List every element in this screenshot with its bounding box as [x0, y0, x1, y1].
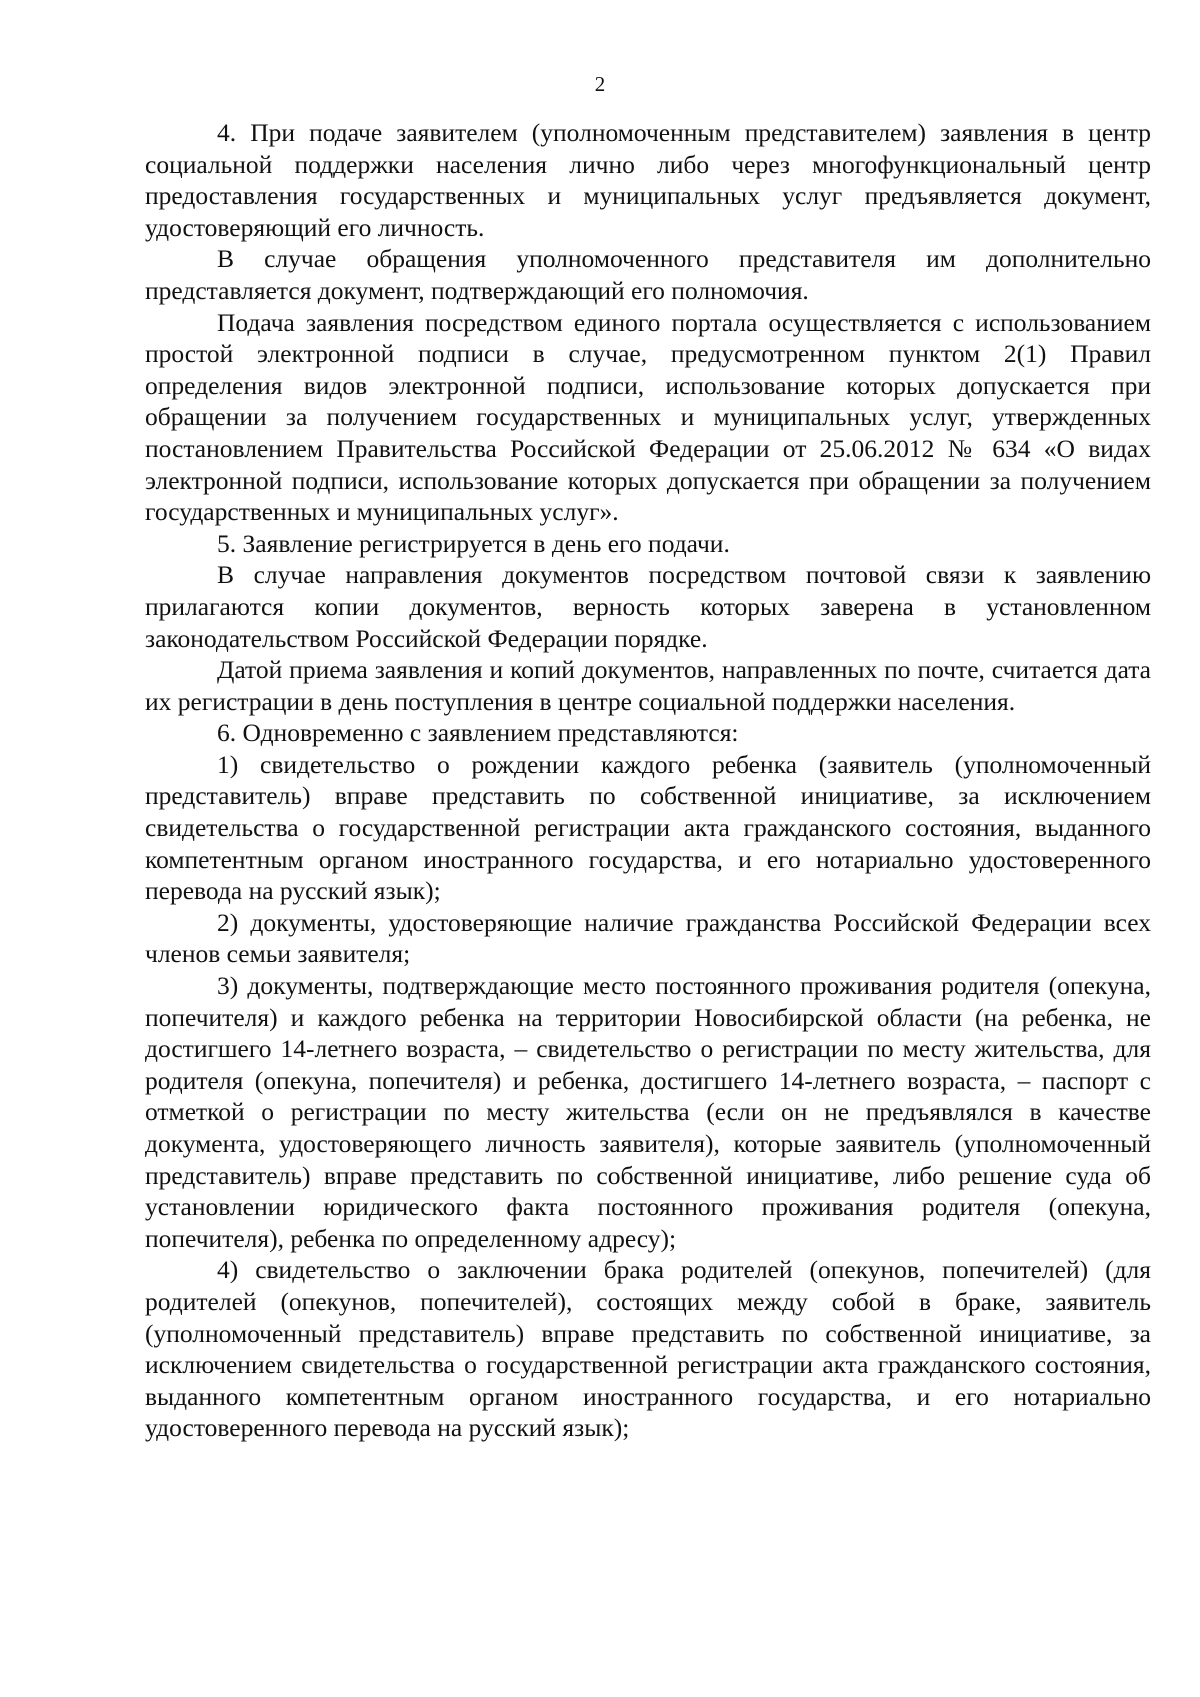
paragraph-acceptance-date: Датой приема заявления и копий документов, направленных по почте, считается дата их регистрации в день поступления в центре социальной поддержки населения. — [145, 655, 1151, 716]
list-item-2-citizenship: 2) документы, удостоверяющие наличие гражданства Российской Федерации всех членов семьи заявителя; — [145, 907, 1151, 969]
paragraph-6-documents: 6. Одновременно с заявлением представляются: — [217, 718, 739, 748]
paragraph-4-submission: 4. При подаче заявителем (уполномоченным представителем) заявления в центр социальной поддержки населения лично либо через многофункциональный центр предоставления государственных и муниципальных услуг предъявляется документ, удостоверяющий его личность. — [145, 118, 1151, 242]
paragraph-portal-signature: Подача заявления посредством единого портала осуществляется с использованием простой электронной подписи в случае, предусмотренном пунктом 2(1) Правил определения видов электронной подписи, использование которых допускается при обращении за получением государственных и муниципальных услуг, утвержденных постановлением Правительства Российской Федерации от 25.06.2012 № 634 «О видах электронной подписи, использование которых допускается при обращении за получением государственных и муниципальных услуг». — [145, 307, 1151, 527]
list-item-3-residence: 3) документы, подтверждающие место постоянного проживания родителя (опекуна, попечителя) и каждого ребенка на территории Новосибирской области (на ребенка, не достигшего 14-летнего возраста, – свидетельство о регистрации по месту жительства, для родителя (опекуна, попечителя) и ребенка, достигшего 14-летнего возраста, – паспорт с отметкой о регистрации по месту жительства (если он не предъявлялся в качестве документа, удостоверяющего личность заявителя), которые заявитель (уполномоченный представитель) вправе представить по собственной инициативе, либо решение суда об установлении юридического факта постоянного проживания родителя (опекуна, попечителя), ребенка по определенному адресу); — [145, 971, 1151, 1253]
paragraph-postal-copies: В случае направления документов посредством почтовой связи к заявлению прилагаются копии документов, верность которых заверена в установленном законодательством Российской Федерации порядке. — [145, 560, 1151, 653]
document-body — [145, 117, 1151, 1444]
paragraph-representative: В случае обращения уполномоченного представителя им дополнительно представляется документ, подтверждающий его полномочия. — [145, 244, 1151, 305]
list-item-1-birth-certificate: 1) свидетельство о рождении каждого ребенка (заявитель (уполномоченный представитель) вправе представить по собственной инициативе, за исключением свидетельства о государственной регистрации акта гражданского состояния, выданного компетентным органом иностранного государства, и его нотариально удостоверенного перевода на русский язык); — [145, 749, 1151, 906]
list-item-4-marriage-certificate: 4) свидетельство о заключении брака родителей (опекунов, попечителей) (для родителей (опекунов, попечителей), состоящих между собой в браке, заявитель (уполномоченный представитель) вправе представить по собственной инициативе, за исключением свидетельства о государственной регистрации акта гражданского состояния, выданного компетентным органом иностранного государства, и его нотариально удостоверенного перевода на русский язык); — [145, 1255, 1151, 1443]
page-number: 2 — [594, 72, 606, 96]
paragraph-5-registration: 5. Заявление регистрируется в день его подачи. — [217, 528, 730, 558]
